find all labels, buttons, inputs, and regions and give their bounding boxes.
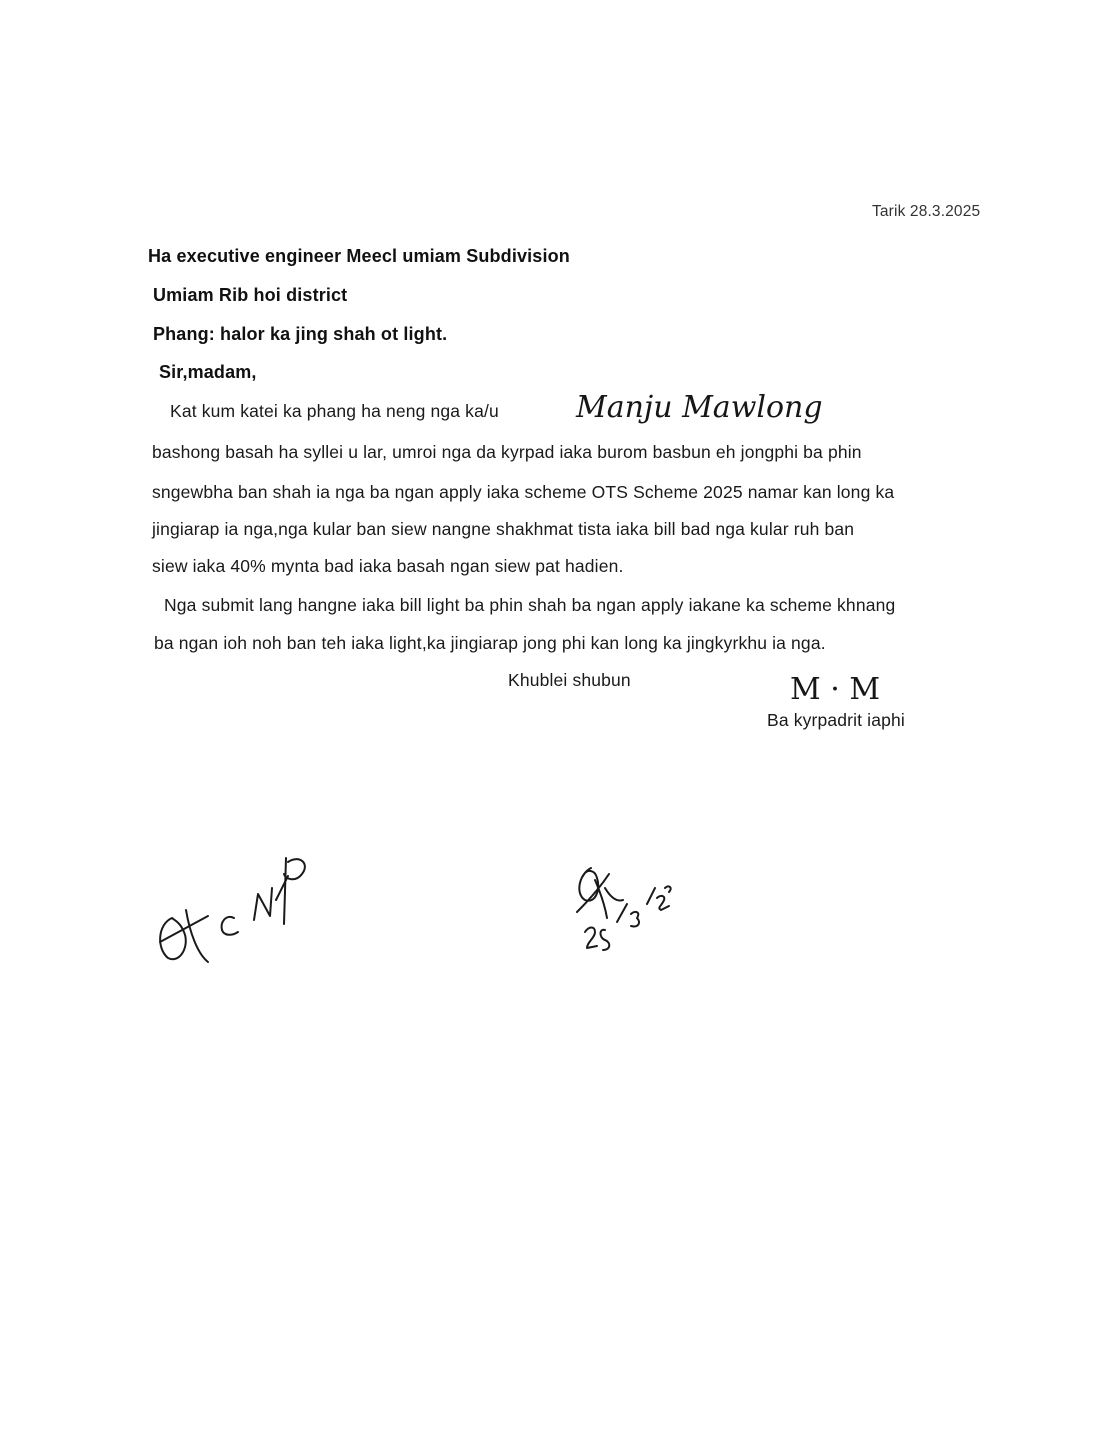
salutation: Sir,madam, xyxy=(159,362,257,382)
closing-line: Khublei shubun xyxy=(508,670,631,690)
body-line-2: bashong basah ha syllei u lar, umroi nga da kyrpad iaka burom basbun eh jongphi ba phin xyxy=(152,442,862,462)
office-note-signature xyxy=(150,850,310,980)
body-line-7: ba ngan ioh noh ban teh iaka light,ka jingiarap jong phi kan long ka jingkyrkhu ia nga. xyxy=(154,633,826,653)
recipient-line-1: Ha executive engineer Meecl umiam Subdivision xyxy=(148,246,570,266)
body-line-3: sngewbha ban shah ia nga ba ngan apply iaka scheme OTS Scheme 2025 namar kan long ka xyxy=(152,482,895,502)
recipient-line-2: Umiam Rib hoi district xyxy=(153,285,348,305)
body-line-4: jingiarap ia nga,nga kular ban siew nangne shakhmat tista iaka bill bad nga kular ruh ban xyxy=(152,519,855,539)
initials-signature: M · M xyxy=(790,672,881,707)
handwritten-name: Manju Mawlong xyxy=(576,390,823,425)
date-signature xyxy=(565,860,675,955)
signoff-line: Ba kyrpadrit iaphi xyxy=(767,710,905,730)
body-line-6: Nga submit lang hangne iaka bill light ba phin shah ba ngan apply iakane ka scheme khnang xyxy=(164,595,896,615)
body-line-5: siew iaka 40% mynta bad iaka basah ngan siew pat hadien. xyxy=(152,556,624,576)
letter-date: Tarik 28.3.2025 xyxy=(872,203,981,220)
body-line-1-prefix: Kat kum katei ka phang ha neng nga ka/u xyxy=(170,401,499,421)
subject-line: Phang: halor ka jing shah ot light. xyxy=(153,324,448,344)
